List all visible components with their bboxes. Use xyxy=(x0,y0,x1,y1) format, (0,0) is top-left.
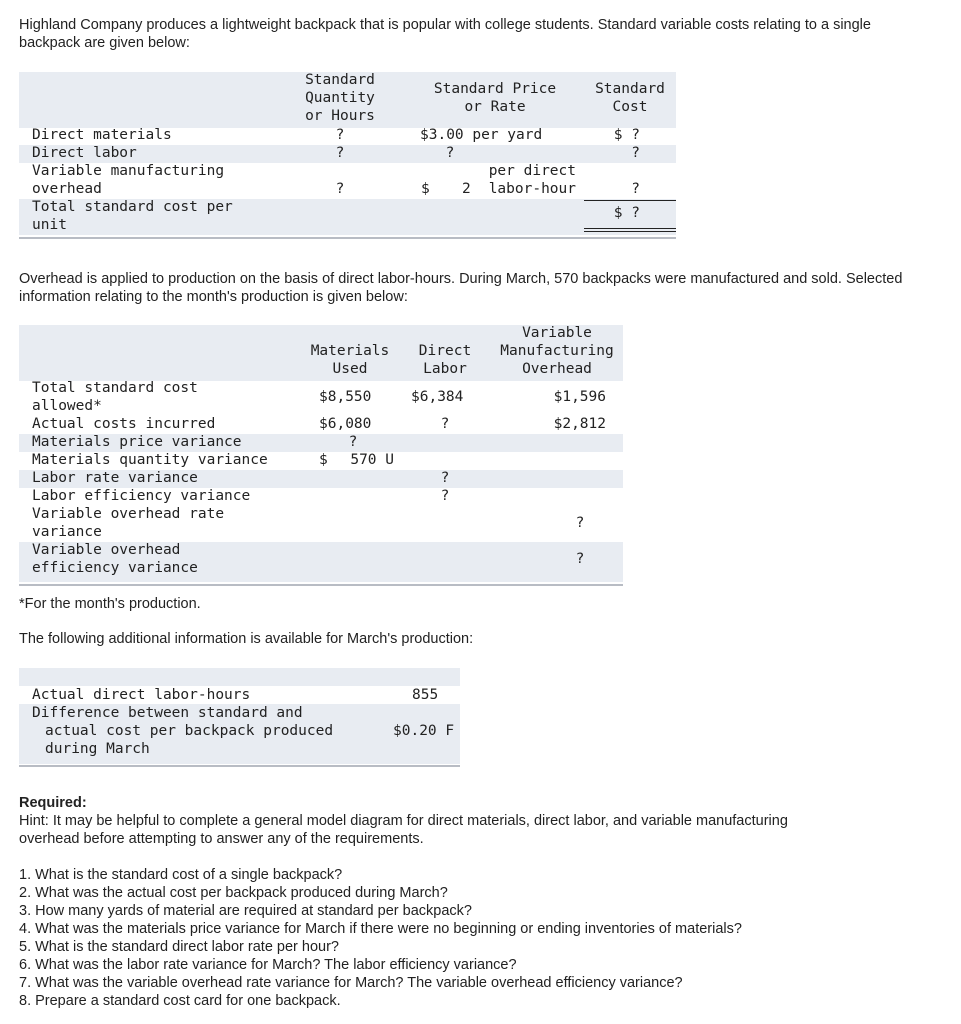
table1-header-qty-2: Quantity xyxy=(305,90,375,106)
table1-qty-cell: ? xyxy=(335,181,345,197)
table1-price-cell: $3.00 per yard xyxy=(420,127,543,143)
table2-labor-cell: $6,384 xyxy=(411,389,464,405)
table1-header-price-1: Standard Price xyxy=(433,81,557,97)
table1-price-cell: ? xyxy=(445,145,455,161)
table2-header-materials-2: Used xyxy=(332,361,368,377)
table3-row-sublabel: during March xyxy=(45,741,150,757)
intro-paragraph: Highland Company produces a lightweight backpack that is popular with college students. Standard variable costs relating to a single backpack are given below: xyxy=(19,17,871,51)
table1-cost-cell: $ ? xyxy=(613,127,640,143)
table1-price-number: 2 xyxy=(462,181,471,197)
question-item: 7. What was the variable overhead rate variance for March? The variable overhead efficiency variance? xyxy=(19,975,683,991)
table2-row-label: Materials price variance xyxy=(32,434,242,450)
table1-header-qty-1: Standard xyxy=(305,72,375,88)
table2-labor-cell: ? xyxy=(440,416,450,432)
table1-bottom-rule xyxy=(19,237,676,239)
table1-total-cell: $ ? xyxy=(613,205,640,221)
required-title: Required: xyxy=(19,795,87,811)
question-item: 1. What is the standard cost of a single backpack? xyxy=(19,867,343,883)
table2-header-overhead-1: Variable xyxy=(522,325,592,341)
table2-row-label: Variable overhead xyxy=(32,542,181,558)
table3-row-sublabel: actual cost per backpack produced xyxy=(45,723,334,739)
table1-qty-cell: ? xyxy=(335,127,345,143)
table2-overhead-cell: $1,596 xyxy=(553,389,606,405)
table3-row-label: Actual direct labor-hours xyxy=(32,687,251,703)
table2-header-labor-2: Labor xyxy=(423,361,467,377)
table2-labor-cell: ? xyxy=(440,488,450,504)
table2-overhead-cell: $2,812 xyxy=(553,416,606,432)
hint-text: Hint: It may be helpful to complete a general model diagram for direct materials, direct labor, and variable manufacturing overhead before attempting to answer any of the requirements. xyxy=(19,813,788,847)
table2-materials-dollar: $ xyxy=(319,452,328,468)
table1-row-label: Direct labor xyxy=(32,145,137,161)
table1-row-label: Total standard cost per xyxy=(32,199,233,215)
table1-row-label: Variable manufacturing xyxy=(32,163,225,179)
total-double-underline xyxy=(584,228,676,229)
table2-row-label: Total standard cost xyxy=(32,380,198,396)
additional-info-paragraph: The following additional information is available for March's production: xyxy=(19,631,474,647)
table2-row-label: Labor rate variance xyxy=(32,470,198,486)
table1-price-unit: labor-hour xyxy=(488,181,576,197)
overhead-paragraph: Overhead is applied to production on the basis of direct labor-hours. During March, 570 backpacks were manufactured and sold. Selected information relating to the month's production is given below: xyxy=(19,271,903,305)
table2-row-label: efficiency variance xyxy=(32,560,198,576)
table1-row-label: overhead xyxy=(32,181,102,197)
table2-materials-cell: $8,550 xyxy=(319,389,372,405)
table2-header-overhead-3: Overhead xyxy=(522,361,592,377)
table3-value-cell: 855 xyxy=(412,687,439,703)
footnote: *For the month's production. xyxy=(19,596,201,612)
table1-price-unit: per direct xyxy=(488,163,576,179)
table2-materials-cell: $6,080 xyxy=(319,416,372,432)
table3-bottom-rule xyxy=(19,765,460,767)
table2-materials-cell: ? xyxy=(348,434,358,450)
table3-header-band xyxy=(19,668,460,686)
table1-header-cost-2: Cost xyxy=(612,99,648,115)
table1-row-label: unit xyxy=(32,217,67,233)
table2-overhead-cell: ? xyxy=(575,515,585,531)
table3-row-label: Difference between standard and xyxy=(32,705,303,721)
table2-overhead-cell: ? xyxy=(575,551,585,567)
table2-row-label: allowed* xyxy=(32,398,102,414)
table2-row-label: Labor efficiency variance xyxy=(32,488,251,504)
total-double-underline xyxy=(584,231,676,232)
table2-header-overhead-2: Manufacturing xyxy=(500,343,614,359)
table1-qty-cell: ? xyxy=(335,145,345,161)
table2-row-label: variance xyxy=(32,524,102,540)
table1-cost-cell: ? xyxy=(631,181,640,197)
table1-header-price-2: or Rate xyxy=(464,99,526,115)
table1-header-cost-1: Standard xyxy=(595,81,665,97)
table1-price-dollar: $ xyxy=(421,181,430,197)
table2-materials-cell: 570 U xyxy=(350,452,394,468)
table1-cost-cell: ? xyxy=(631,145,640,161)
table3-value-cell: $0.20 F xyxy=(393,723,455,739)
question-item: 2. What was the actual cost per backpack produced during March? xyxy=(19,885,448,901)
table2-labor-cell: ? xyxy=(440,470,450,486)
question-item: 6. What was the labor rate variance for March? The labor efficiency variance? xyxy=(19,957,517,973)
question-item: 8. Prepare a standard cost card for one backpack. xyxy=(19,993,341,1009)
table1-row-label: Direct materials xyxy=(32,127,172,143)
table2-header-labor-1: Direct xyxy=(418,343,472,359)
table2-row-label: Variable overhead rate xyxy=(32,506,225,522)
question-item: 5. What is the standard direct labor rate per hour? xyxy=(19,939,339,955)
table1-header-qty-3: or Hours xyxy=(305,108,375,124)
table2-row-label: Actual costs incurred xyxy=(32,416,216,432)
question-item: 4. What was the materials price variance for March if there were no beginning or ending inventories of materials? xyxy=(19,921,742,937)
table2-header-materials-1: Materials xyxy=(310,343,390,359)
question-item: 3. How many yards of material are required at standard per backpack? xyxy=(19,903,472,919)
subtotal-underline xyxy=(584,200,676,201)
table2-bottom-rule xyxy=(19,584,623,586)
table2-row-label: Materials quantity variance xyxy=(32,452,268,468)
